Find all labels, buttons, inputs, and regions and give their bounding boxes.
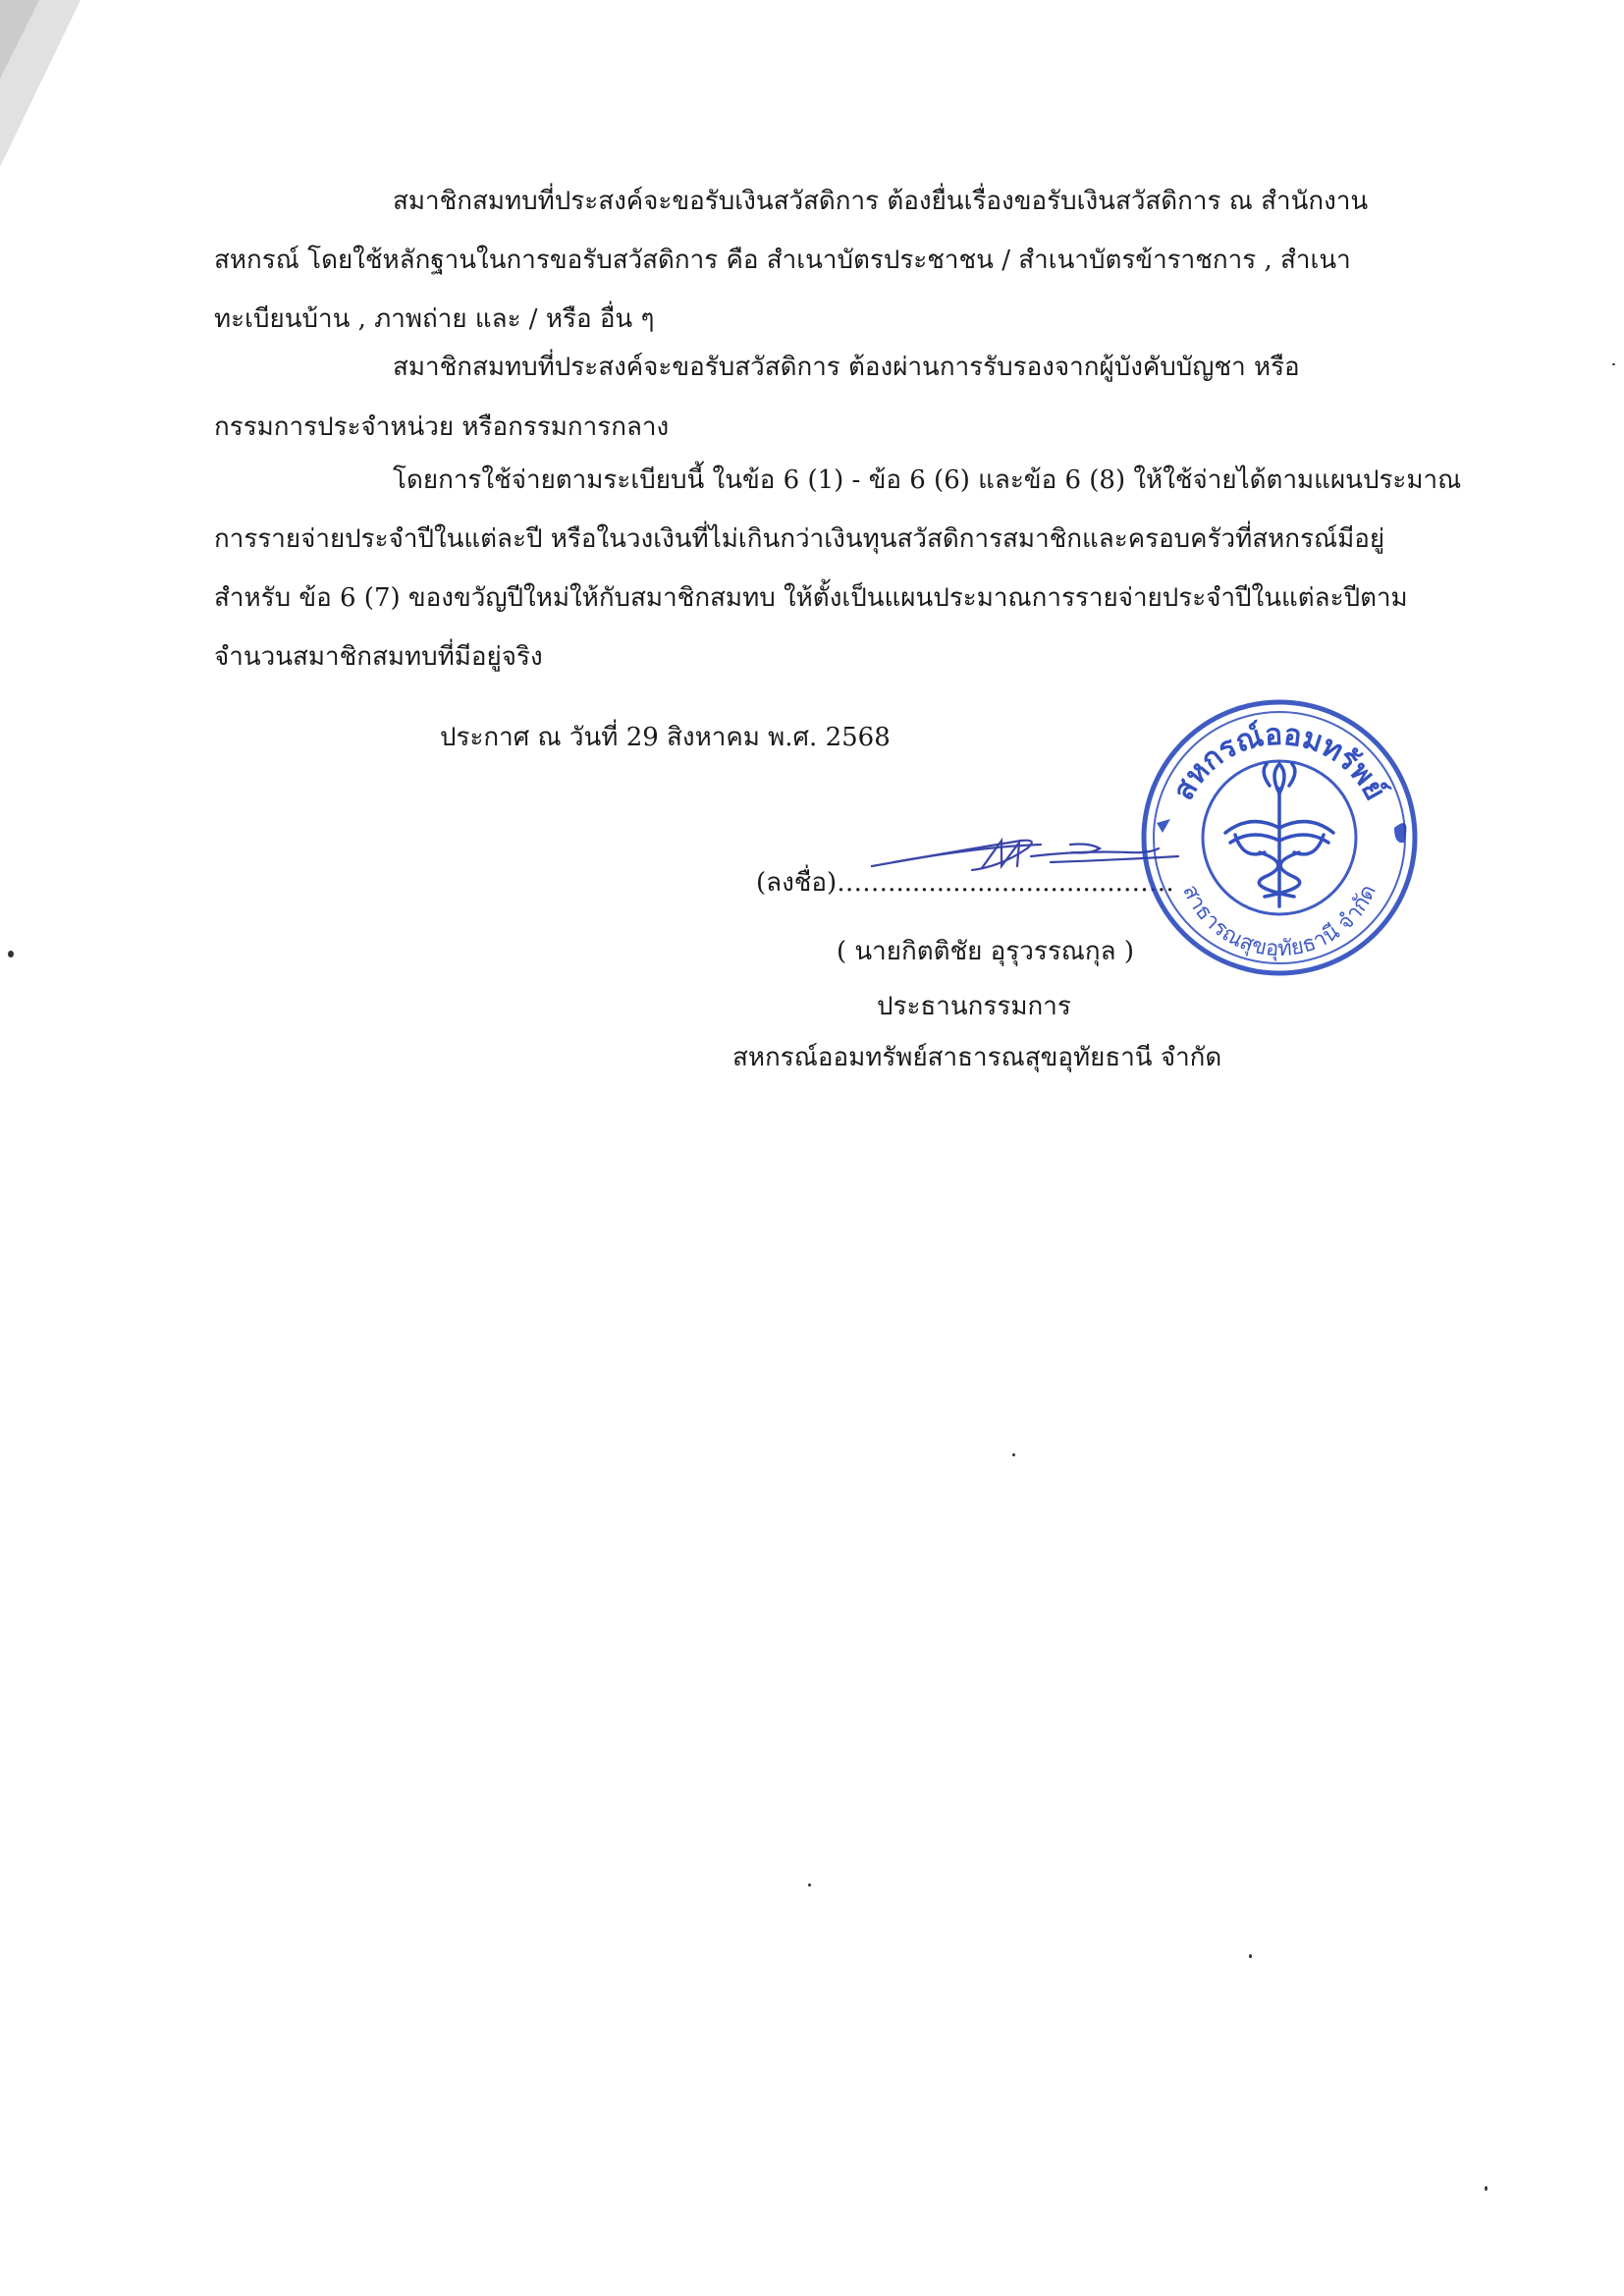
- announcement-date: ประกาศ ณ วันที่ 29 สิงหาคม พ.ศ. 2568: [440, 723, 891, 752]
- paragraph-2-line-1: สมาชิกสมทบที่ประสงค์จะขอรับสวัสดิการ ต้องผ่านการรับรองจากผู้บังคับบัญชา หรือ: [393, 353, 1300, 382]
- scan-speck: [1012, 1453, 1015, 1456]
- scan-speck: [808, 1884, 811, 1886]
- scan-speck: [8, 951, 14, 957]
- scan-speck: [1612, 363, 1615, 365]
- paragraph-1-line-2: สหกรณ์ โดยใช้หลักฐานในการขอรับสวัสดิการ คือ สำเนาบัตรประชาชน / สำเนาบัตรข้าราชการ , สำเนา: [214, 246, 1351, 275]
- svg-text:สาธารณสุขอุทัยธานี จำกัด: สาธารณสุขอุทัยธานี จำกัด: [1177, 881, 1381, 962]
- signer-name: ( นายกิตติชัย อุรุวรรณกุล ): [837, 937, 1134, 966]
- paragraph-3-line-2: การรายจ่ายประจำปีในแต่ละปี หรือในวงเงินที่ไม่เกินกว่าเงินทุนสวัสดิการสมาชิกและครอบครัวที่สหกรณ์มีอยู่: [214, 524, 1385, 554]
- paragraph-3-line-3: สำหรับ ข้อ 6 (7) ของขวัญปีใหม่ให้กับสมาชิกสมทบ ให้ตั้งเป็นแผนประมาณการรายจ่ายประจำปีในแต่ละปีตาม: [214, 583, 1408, 613]
- paragraph-3-line-4: จำนวนสมาชิกสมทบที่มีอยู่จริง: [214, 642, 543, 672]
- paragraph-2-line-2: กรรมการประจำหน่วย หรือกรรมการกลาง: [214, 412, 670, 442]
- official-seal: [1137, 695, 1422, 980]
- paragraph-3-line-1: โดยการใช้จ่ายตามระเบียบนี้ ในข้อ 6 (1) - ข้อ 6 (6) และข้อ 6 (8) ให้ใช้จ่ายได้ตามแผนประมาณ: [393, 465, 1462, 495]
- organization-name: สหกรณ์ออมทรัพย์สาธารณสุขอุทัยธานี จำกัด: [732, 1043, 1222, 1072]
- paragraph-1-line-1: สมาชิกสมทบที่ประสงค์จะขอรับเงินสวัสดิการ ต้องยื่นเรื่องขอรับเงินสวัสดิการ ณ สำนักงาน: [393, 187, 1369, 216]
- svg-text:สหกรณ์ออมทรัพย์: สหกรณ์ออมทรัพย์: [1165, 717, 1393, 806]
- scan-speck: [1249, 1954, 1252, 1958]
- signer-position: ประธานกรรมการ: [877, 992, 1071, 1021]
- sign-line: (ลงชื่อ)…….............................……: [756, 868, 1174, 898]
- scan-corner-shadow: [0, 0, 118, 177]
- scan-speck: [1485, 2186, 1488, 2191]
- paragraph-1-line-3: ทะเบียนบ้าน , ภาพถ่าย และ / หรือ อื่น ๆ: [214, 304, 655, 334]
